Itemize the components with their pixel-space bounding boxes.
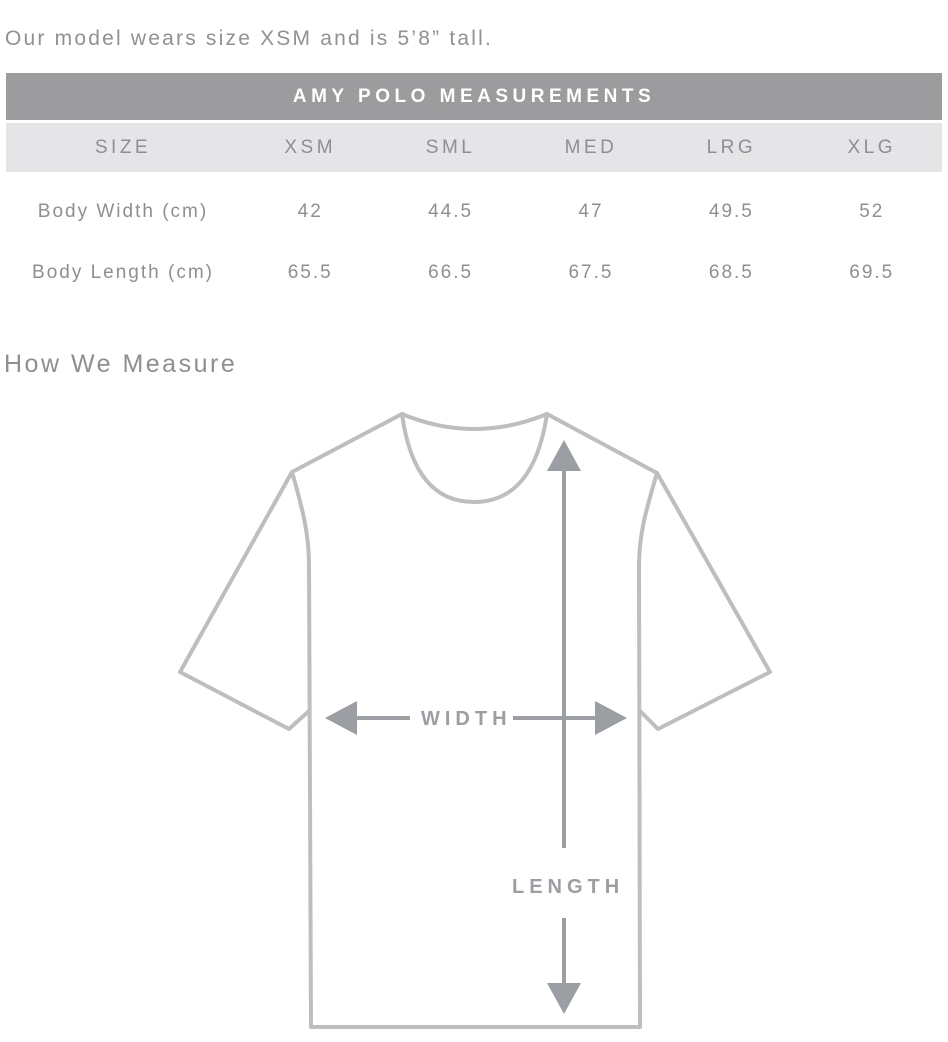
length-label: LENGTH — [512, 876, 625, 898]
measurement-value: 66.5 — [428, 261, 474, 283]
measurement-value: 49.5 — [708, 200, 754, 222]
width-label: WIDTH — [421, 708, 512, 730]
left-sleeve — [180, 414, 402, 729]
body-outline — [292, 472, 657, 1027]
width-arrowhead-left-icon — [325, 701, 357, 735]
measurement-value: 67.5 — [568, 261, 614, 283]
table-title-bar — [6, 73, 942, 120]
measurement-value: 68.5 — [708, 261, 754, 283]
measurement-value: 47 — [578, 200, 604, 222]
column-header-lrg: LRG — [706, 136, 757, 158]
row-label: Body Width (cm) — [37, 200, 209, 222]
table-header-row — [6, 123, 942, 172]
column-header-sml: SML — [425, 136, 476, 158]
measurement-value: 65.5 — [287, 261, 333, 283]
model-size-note: Our model wears size XSM and is 5’8” tall. — [5, 27, 494, 50]
tshirt-measurement-diagram — [0, 380, 948, 1042]
width-arrowhead-right-icon — [595, 701, 627, 735]
column-header-xsm: XSM — [284, 136, 337, 158]
table-row-body-width — [6, 181, 942, 242]
column-header-med: MED — [564, 136, 618, 158]
table-row-body-length — [6, 242, 942, 303]
length-arrowhead-up-icon — [547, 440, 581, 471]
measurement-value: 52 — [859, 200, 885, 222]
table-body — [6, 172, 942, 303]
width-arrow — [325, 701, 627, 735]
column-header-size: SIZE — [94, 136, 152, 158]
measurements-table — [6, 73, 942, 303]
measurement-value: 42 — [297, 200, 323, 222]
right-sleeve — [547, 414, 770, 729]
collar-back-curve — [402, 414, 547, 429]
column-header-xlg: XLG — [847, 136, 897, 158]
measurement-value: 69.5 — [849, 261, 895, 283]
row-label: Body Length (cm) — [32, 261, 214, 283]
measurement-value: 44.5 — [428, 200, 474, 222]
length-arrowhead-down-icon — [547, 983, 581, 1014]
how-we-measure-heading: How We Measure — [4, 350, 238, 378]
table-title: AMY POLO MEASUREMENTS — [292, 85, 656, 107]
